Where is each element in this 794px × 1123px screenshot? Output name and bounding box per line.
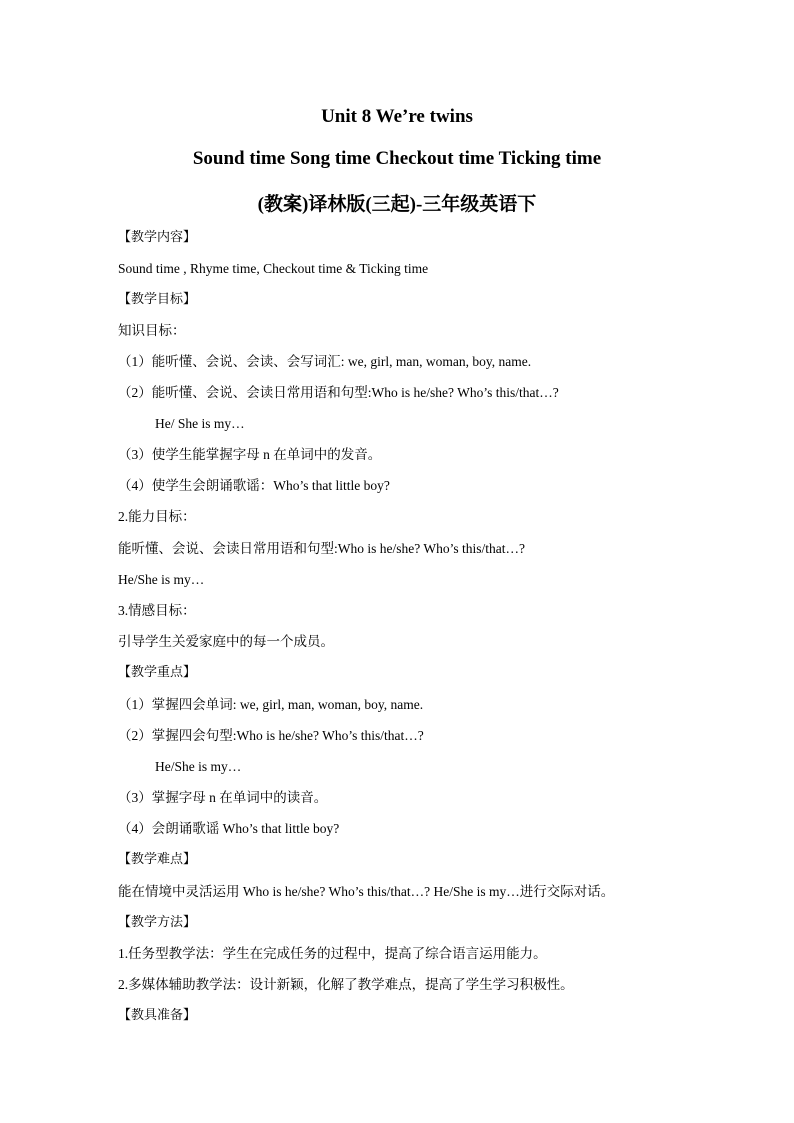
document-title-line-1: Unit 8 We’re twins bbox=[321, 106, 473, 127]
teaching-method-heading: 【教学方法】 bbox=[118, 915, 197, 930]
teaching-difficulty-heading: 【教学难点】 bbox=[118, 852, 197, 867]
key-point-2-continued: He/She is my… bbox=[155, 759, 242, 774]
teaching-tools-heading: 【教具准备】 bbox=[118, 1008, 197, 1023]
knowledge-goal-1: （1）能听懂、会说、会读、会写词汇: we, girl, man, woman, boy, name. bbox=[118, 354, 532, 369]
teaching-difficulty-text: 能在情境中灵活运用 Who is he/she? Who’s this/that…? He/She is my…进行交际对话。 bbox=[118, 884, 615, 899]
knowledge-goal-4: （4）使学生会朗诵歌谣：Who’s that little boy? bbox=[118, 478, 390, 493]
knowledge-goal-2-continued: He/ She is my… bbox=[155, 416, 245, 431]
teaching-key-points-heading: 【教学重点】 bbox=[118, 665, 197, 680]
ability-goals-label: 2.能力目标： bbox=[118, 509, 196, 524]
knowledge-goal-2: （2）能听懂、会说、会读日常用语和句型:Who is he/she? Who’s this/that…? bbox=[118, 385, 559, 400]
ability-goals-text: 能听懂、会说、会读日常用语和句型:Who is he/she? Who’s this/that…? bbox=[118, 541, 525, 556]
teaching-method-2: 2.多媒体辅助教学法：设计新颖，化解了教学难点，提高了学生学习积极性。 bbox=[118, 977, 574, 992]
key-point-4: （4）会朗诵歌谣 Who’s that little boy? bbox=[118, 821, 340, 836]
document-title-line-3: (教案)译林版(三起)-三年级英语下 bbox=[257, 194, 537, 215]
teaching-method-1: 1.任务型教学法：学生在完成任务的过程中，提高了综合语言运用能力。 bbox=[118, 946, 547, 961]
emotion-goals-label: 3.情感目标： bbox=[118, 603, 196, 618]
teaching-content-heading: 【教学内容】 bbox=[118, 230, 197, 245]
document-title-line-2: Sound time Song time Checkout time Ticking time bbox=[192, 148, 602, 169]
emotion-goals-text: 引导学生关爱家庭中的每一个成员。 bbox=[118, 634, 334, 649]
key-point-2: （2）掌握四会句型:Who is he/she? Who’s this/that…? bbox=[118, 728, 424, 743]
knowledge-goal-3: （3）使学生能掌握字母 n 在单词中的发音。 bbox=[118, 447, 382, 462]
ability-goals-text-continued: He/She is my… bbox=[118, 572, 205, 587]
teaching-goals-heading: 【教学目标】 bbox=[118, 292, 197, 307]
key-point-3: （3）掌握字母 n 在单词中的读音。 bbox=[118, 790, 328, 805]
teaching-content-text: Sound time , Rhyme time, Checkout time & Ticking time bbox=[118, 261, 429, 276]
key-point-1: （1）掌握四会单词: we, girl, man, woman, boy, name. bbox=[118, 697, 424, 712]
knowledge-goals-label: 知识目标： bbox=[118, 323, 186, 338]
